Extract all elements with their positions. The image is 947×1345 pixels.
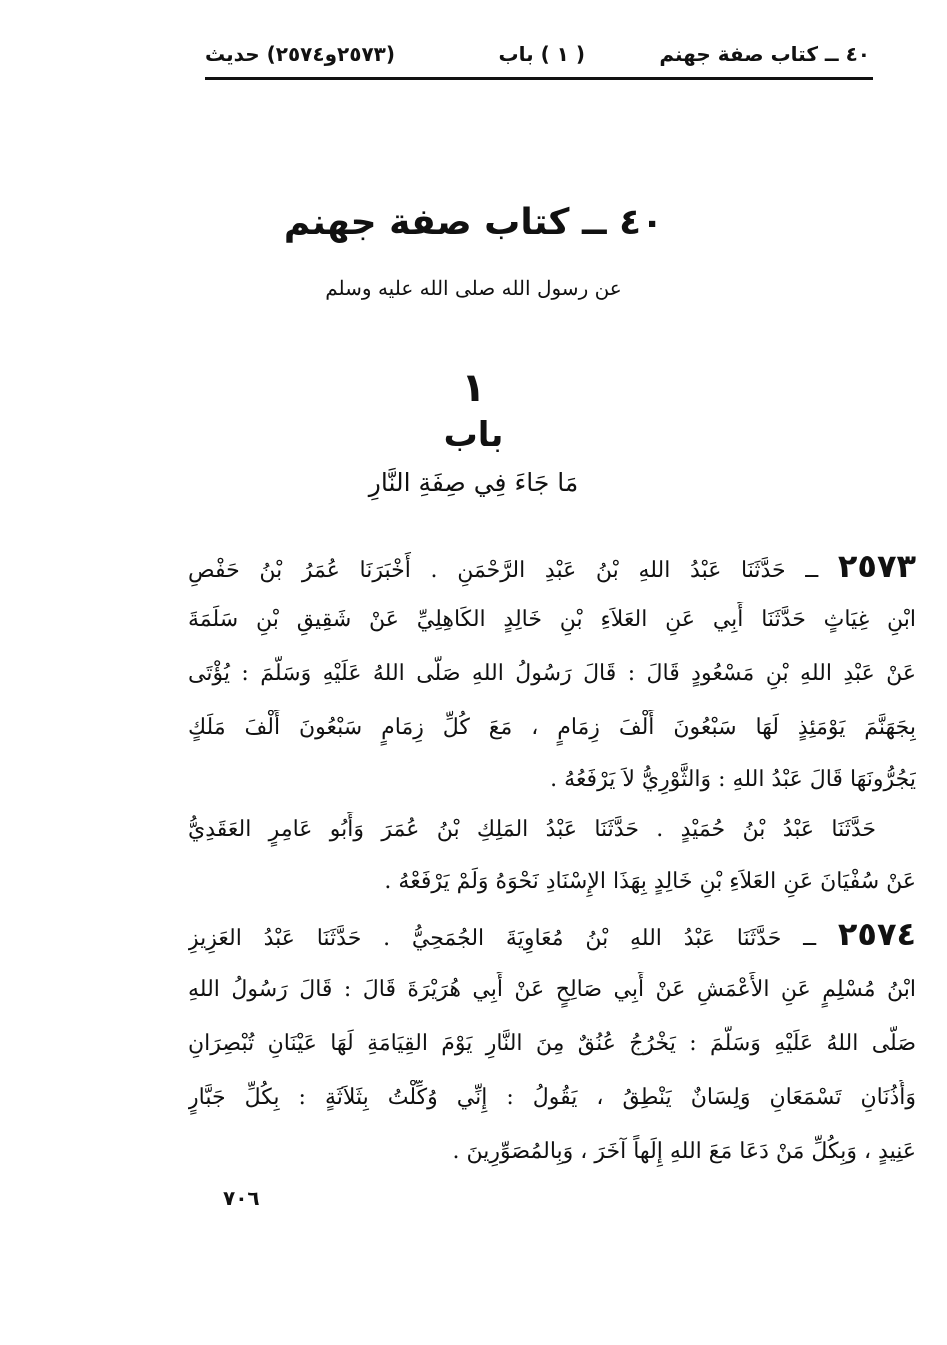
hadith-2573-line-4: بِجَهَنَّمَ يَوْمَئِذٍ لَهَا سَبْعُونَ أَلْفَ زِمَامٍ ، مَعَ كُلِّ زِمَامٍ سَبْعُونَ أَلْفَ مَلَكٍ [188,715,916,740]
hadith-2573-line-1 [188,548,916,589]
book-subtitle: عن رسول الله صلى الله عليه وسلم [325,276,622,300]
hadith-text: ــ حَدَّثَنَا عَبْدُ اللهِ بْنُ عَبْدِ الرَّحْمَنِ . أَخْبَرَنَا عُمَرُ بْنُ حَفْصِ [188,558,819,583]
page-number: ٧٠٦ [223,1186,260,1210]
hadith-2573-line-2: ابْنِ غِيَاثٍ حَدَّثَنَا أَبِي عَنِ العَلاَءِ بْنِ خَالِدٍ الكَاهِلِيِّ عَنْ شَقِيقِ بْنِ سَلَمَةَ [188,607,916,632]
hadith-2573-line-6: حَدَّثَنَا عَبْدُ بْنُ حُمَيْدٍ . حَدَّثَنَا عَبْدُ المَلِكِ بْنُ عُمَرَ وَأَبُو عَامِرٍ العَقَدِيُّ [188,817,876,842]
hadith-2574-number: ٢٥٧٤ [837,916,916,953]
chapter-title: مَا جَاءَ فِي صِفَةِ النَّارِ [368,468,579,497]
hadith-text: ــ حَدَّثَنَا عَبْدُ اللهِ بْنُ مُعَاوِيَةَ الجُمَحِيُّ . حَدَّثَنَا عَبْدُ العَزِيزِ [188,926,817,951]
header-hadith-range: (٢٥٧٣و٢٥٧٤) حديث [205,42,395,66]
hadith-2573-line-7: عَنْ سُفْيَانَ عَنِ العَلاَءِ بْنِ خَالِدٍ بِهَذَا الإِسْنَادِ نَحْوَهُ وَلَمْ يَرْفَعْهُ . [384,869,916,894]
chapter-heading: باب [443,415,504,455]
header-book-title: ٤٠ ــ كتاب صفة جهنم [659,42,870,66]
hadith-2573-number: ٢٥٧٣ [837,548,916,585]
hadith-2574-line-3: صَلَّى اللهُ عَلَيْهِ وَسَلَّمَ : يَخْرُجُ عُنُقٌ مِنَ النَّارِ يَوْمَ القِيَامَةِ لَهَا عَيْنَانِ تُبْصِرَانِ [188,1031,916,1056]
header-rule [205,77,873,80]
running-header [205,36,870,72]
header-chapter: ( ١ ) باب [498,42,585,66]
hadith-2574-line-1 [188,916,916,957]
hadith-2573-line-5: يَجُرُّونَهَا قَالَ عَبْدُ اللهِ : وَالثَّوْرِيُّ لاَ يَرْفَعُهُ . [550,767,916,792]
book-title: ٤٠ ــ كتاب صفة جهنم [283,202,664,243]
hadith-2573-line-3: عَنْ عَبْدِ اللهِ بْنِ مَسْعُودٍ قَالَ : قَالَ رَسُولُ اللهِ صَلَّى اللهُ عَلَيْهِ وَسَلَّمَ : يُؤْتَى [188,661,916,686]
hadith-2574-line-4: وَأُذُنَانِ تَسْمَعَانِ وَلِسَانٌ يَنْطِقُ ، يَقُولُ : إِنِّي وُكِّلْتُ بِثَلاَثَةٍ : بِكُلِّ جَبَّارٍ [188,1085,916,1110]
chapter-number: ١ [461,365,486,411]
hadith-2574-line-5: عَنِيدٍ ، وَبِكُلِّ مَنْ دَعَا مَعَ اللهِ إِلَهاً آخَرَ ، وَبِالمُصَوِّرِينَ . [452,1139,916,1164]
hadith-2574-line-2: ابْنُ مُسْلِمٍ عَنِ الأَعْمَشِ عَنْ أَبِي صَالِحٍ عَنْ أَبِي هُرَيْرَةَ قَالَ : قَالَ رَسُولُ اللهِ [188,977,916,1002]
